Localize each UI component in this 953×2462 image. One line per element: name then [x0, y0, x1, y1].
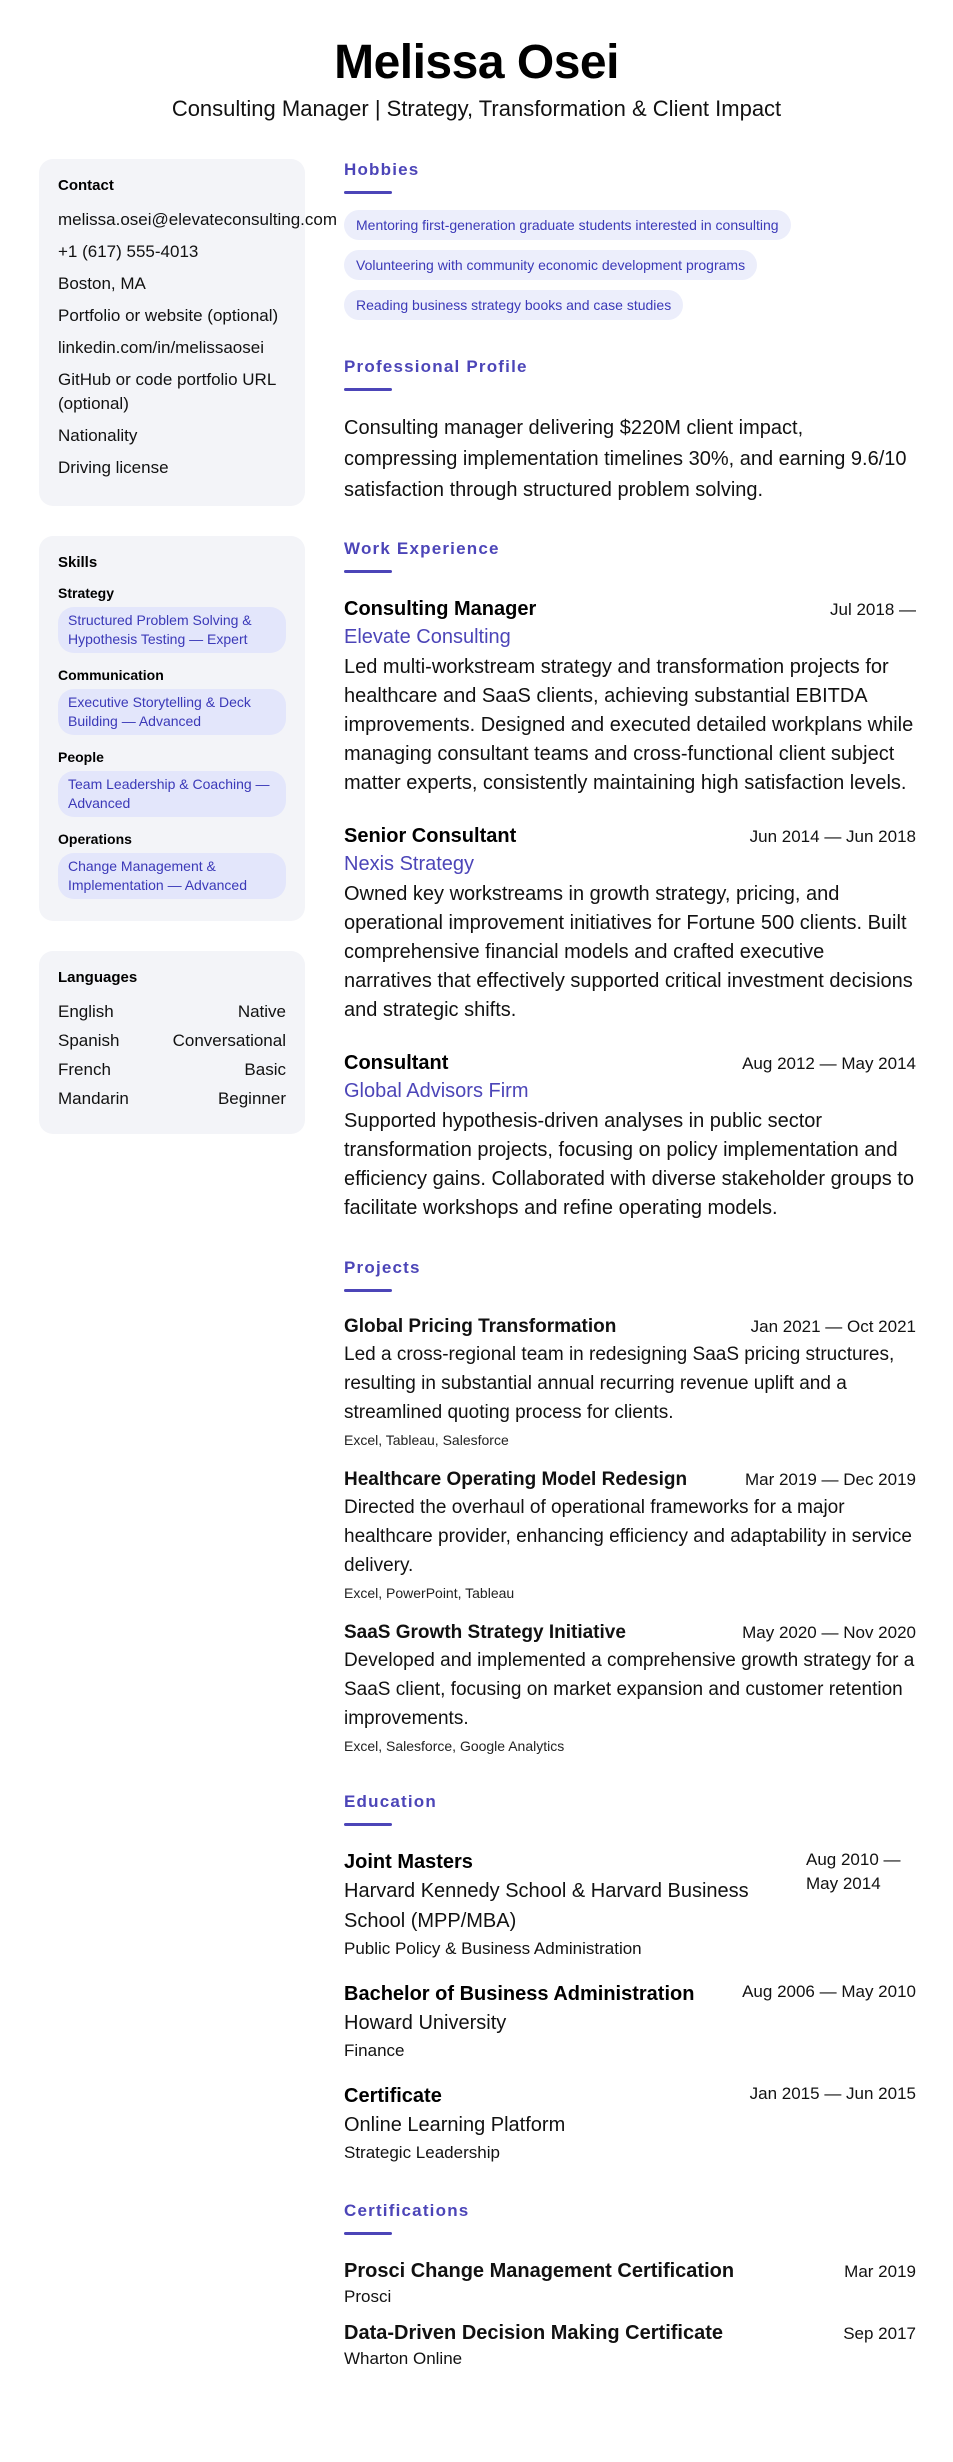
projects-section	[344, 1257, 916, 1757]
language-row	[58, 1029, 286, 1053]
section-divider	[344, 1289, 392, 1292]
profile-section	[344, 356, 916, 506]
project-description: Developed and implemented a comprehensive growth strategy for a SaaS client, focusing on market expansion and customer retention improvements.	[344, 1650, 915, 1729]
certification-issuer: Prosci	[344, 2287, 392, 2306]
experience-entry	[344, 1049, 916, 1223]
education-date: Aug 2010 — May 2014	[806, 1850, 901, 1893]
section-title: Education	[344, 1792, 437, 1811]
contact-email[interactable]: melissa.osei@elevateconsulting.com	[58, 210, 337, 229]
section-divider	[344, 2232, 392, 2235]
certification-date: Mar 2019	[844, 2262, 916, 2281]
company-name: Global Advisors Firm	[344, 1080, 529, 1102]
project-tech: Excel, Tableau, Salesforce	[344, 1432, 509, 1448]
section-divider	[344, 570, 392, 573]
skill-group	[58, 585, 286, 653]
contact-driving-license: Driving license	[58, 458, 169, 477]
contact-phone[interactable]: +1 (617) 555-4013	[58, 242, 199, 261]
language-name: Spanish	[58, 1031, 120, 1050]
degree-title: Joint Masters	[344, 1851, 473, 1873]
contact-portfolio[interactable]: Portfolio or website (optional)	[58, 306, 279, 325]
languages-card	[39, 951, 305, 1134]
skills-title: Skills	[58, 554, 98, 571]
job-title: Senior Consultant	[344, 825, 517, 847]
field-of-study: Strategic Leadership	[344, 2143, 500, 2162]
school-name: Howard University	[344, 2012, 507, 2034]
company-name: Elevate Consulting	[344, 626, 511, 648]
project-entry	[344, 1314, 916, 1451]
languages-title: Languages	[58, 969, 138, 986]
education-entry	[344, 2082, 916, 2166]
hobbies-section	[344, 159, 916, 330]
skill-pill: Team Leadership & Coaching — Advanced	[58, 771, 286, 817]
hobby-pill: Volunteering with community economic development programs	[344, 250, 757, 280]
school-name: Online Learning Platform	[344, 2114, 566, 2136]
certification-name: Data-Driven Decision Making Certificate	[344, 2322, 723, 2344]
project-tech: Excel, Salesforce, Google Analytics	[344, 1738, 565, 1754]
experience-entry	[344, 822, 916, 1025]
project-date: Jan 2021 — Oct 2021	[750, 1317, 916, 1336]
profile-text: Consulting manager delivering $220M client impact, compressing implementation timelines 30%, and earning 9.6/10 satisfaction through structured problem solving.	[344, 417, 907, 501]
section-divider	[344, 388, 392, 391]
section-title: Professional Profile	[344, 357, 528, 376]
certifications-section	[344, 2200, 916, 2371]
language-name: Mandarin	[58, 1089, 129, 1108]
education-entry	[344, 1980, 916, 2064]
hobby-pill: Mentoring first-generation graduate students interested in consulting	[344, 210, 791, 240]
skill-category: Strategy	[58, 585, 115, 601]
field-of-study: Public Policy & Business Administration	[344, 1939, 642, 1958]
contact-nationality: Nationality	[58, 426, 138, 445]
job-date: Jun 2014 — Jun 2018	[749, 827, 916, 846]
project-name: Healthcare Operating Model Redesign	[344, 1469, 688, 1490]
skill-pill: Executive Storytelling & Deck Building — Advanced	[58, 689, 286, 735]
certification-issuer: Wharton Online	[344, 2349, 463, 2368]
language-row	[58, 1000, 286, 1024]
skill-group	[58, 831, 286, 899]
job-title: Consulting Manager	[344, 598, 537, 620]
language-level: Native	[237, 1002, 286, 1021]
section-divider	[344, 1823, 392, 1826]
language-row	[58, 1087, 286, 1111]
contact-github[interactable]: GitHub or code portfolio URL (optional)	[58, 370, 276, 413]
main-content	[344, 159, 916, 2405]
degree-title: Bachelor of Business Administration	[344, 1983, 695, 2005]
candidate-name: Melissa Osei	[334, 36, 619, 89]
section-title: Certifications	[344, 2201, 470, 2220]
contact-title: Contact	[58, 177, 114, 194]
language-level: Conversational	[172, 1031, 286, 1050]
experience-section	[344, 538, 916, 1223]
project-date: May 2020 — Nov 2020	[742, 1623, 916, 1642]
section-title: Work Experience	[344, 539, 500, 558]
certification-date: Sep 2017	[843, 2324, 916, 2343]
section-title: Projects	[344, 1258, 421, 1277]
section-title: Hobbies	[344, 160, 420, 179]
project-entry	[344, 1620, 916, 1757]
section-divider	[344, 191, 392, 194]
project-name: SaaS Growth Strategy Initiative	[344, 1622, 626, 1643]
skill-category: Communication	[58, 667, 164, 683]
hobby-pill: Reading business strategy books and case studies	[344, 290, 683, 320]
contact-card	[39, 159, 337, 506]
project-entry	[344, 1467, 916, 1604]
job-description: Owned key workstreams in growth strategy, pricing, and operational improvement initiatives for Fortune 500 clients. Built comprehensive financial models and crafted executive narratives that effectively supported critical investment decisions and strategic shifts.	[344, 883, 913, 1021]
skills-card	[39, 536, 305, 921]
field-of-study: Finance	[344, 2041, 405, 2060]
language-level: Beginner	[217, 1089, 286, 1108]
education-date: Aug 2006 — May 2010	[742, 1982, 916, 2001]
certification-entry	[344, 2257, 916, 2309]
skill-group	[58, 667, 286, 735]
language-level: Basic	[244, 1060, 286, 1079]
company-name: Nexis Strategy	[344, 853, 475, 875]
sidebar	[39, 159, 337, 1164]
certification-name: Prosci Change Management Certification	[344, 2260, 735, 2282]
language-row	[58, 1058, 286, 1082]
education-date: Jan 2015 — Jun 2015	[749, 2084, 916, 2103]
education-section	[344, 1791, 916, 2166]
language-name: French	[58, 1060, 111, 1079]
job-title: Consultant	[344, 1052, 449, 1074]
education-entry	[344, 1848, 916, 1962]
project-description: Led a cross-regional team in redesigning SaaS pricing structures, resulting in substantial annual recurring revenue uplift and a streamlined quoting process for clients.	[344, 1344, 895, 1423]
job-description: Led multi-workstream strategy and transformation projects for healthcare and SaaS clients, achieving substantial EBITDA improvements. Designed and executed detailed workplans while managing consultant teams and cross-functional client subject matter experts, consistently maintaining high satisfaction levels.	[344, 656, 914, 794]
candidate-tagline: Consulting Manager | Strategy, Transformation & Client Impact	[171, 96, 782, 121]
skill-group	[58, 749, 286, 817]
resume-header	[0, 0, 953, 120]
contact-location: Boston, MA	[58, 274, 146, 293]
skill-category: Operations	[58, 831, 132, 847]
job-date: Aug 2012 — May 2014	[742, 1054, 916, 1073]
language-name: English	[58, 1002, 114, 1021]
school-name: Harvard Kennedy School & Harvard Business School (MPP/MBA)	[344, 1880, 749, 1932]
skill-pill: Change Management & Implementation — Advanced	[58, 853, 286, 899]
skill-category: People	[58, 749, 104, 765]
project-name: Global Pricing Transformation	[344, 1316, 617, 1337]
experience-entry	[344, 595, 916, 798]
contact-linkedin[interactable]: linkedin.com/in/melissaosei	[58, 338, 264, 357]
project-description: Directed the overhaul of operational frameworks for a major healthcare provider, enhancing efficiency and adaptability in service delivery.	[344, 1497, 912, 1576]
project-tech: Excel, PowerPoint, Tableau	[344, 1585, 515, 1601]
job-description: Supported hypothesis-driven analyses in public sector transformation projects, focusing on policy implementation and efficiency gains. Collaborated with diverse stakeholder groups to facilitate workshops and refine operating models.	[344, 1110, 914, 1219]
job-date: Jul 2018 —	[830, 600, 916, 619]
project-date: Mar 2019 — Dec 2019	[744, 1470, 916, 1489]
degree-title: Certificate	[344, 2085, 442, 2107]
skill-pill: Structured Problem Solving & Hypothesis Testing — Expert	[58, 607, 286, 653]
certification-entry	[344, 2319, 916, 2371]
